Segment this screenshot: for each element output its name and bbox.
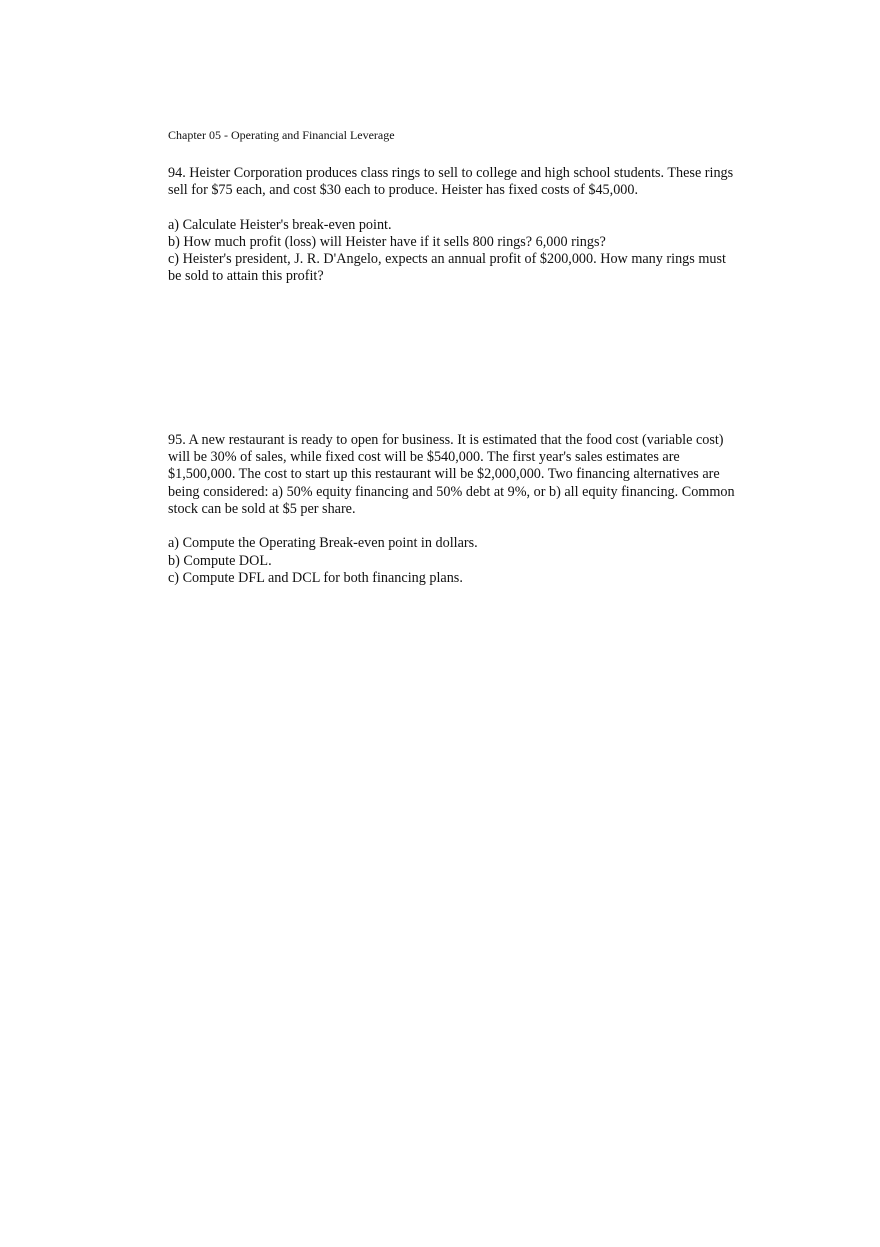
question-95-part-c: c) Compute DFL and DCL for both financing plans. (168, 569, 463, 586)
question-94-part-a: a) Calculate Heister's break-even point. (168, 216, 392, 233)
question-95-part-b: b) Compute DOL. (168, 552, 272, 569)
question-95 (168, 432, 738, 587)
page-content (168, 128, 738, 587)
question-95-stem: 95. A new restaurant is ready to open for business. It is estimated that the food cost (variable cost) will be 30% of sales, while fixed cost will be $540,000. The first year's sales estimates are $1,500,000. The cost to start up this restaurant will be $2,000,000. Two financing alternatives are being considered: a) 50% equity financing and 50% debt at 9%, or b) all equity financing. Common stock can be sold at $5 per share. (168, 431, 735, 517)
question-94-part-c: c) Heister's president, J. R. D'Angelo, expects an annual profit of $200,000. How many rings must be sold to attain this profit? (168, 251, 726, 285)
chapter-header: Chapter 05 - Operating and Financial Leverage (168, 128, 395, 142)
question-94 (168, 165, 738, 286)
question-95-part-a: a) Compute the Operating Break-even point in dollars. (168, 535, 478, 552)
question-94-part-b: b) How much profit (loss) will Heister have if it sells 800 rings? 6,000 rings? (168, 233, 606, 250)
question-94-stem: 94. Heister Corporation produces class rings to sell to college and high school students. These rings sell for $75 each, and cost $30 each to produce. Heister has fixed costs of $45,000. (168, 165, 734, 199)
question-95-parts (168, 535, 738, 587)
question-94-parts (168, 217, 738, 286)
